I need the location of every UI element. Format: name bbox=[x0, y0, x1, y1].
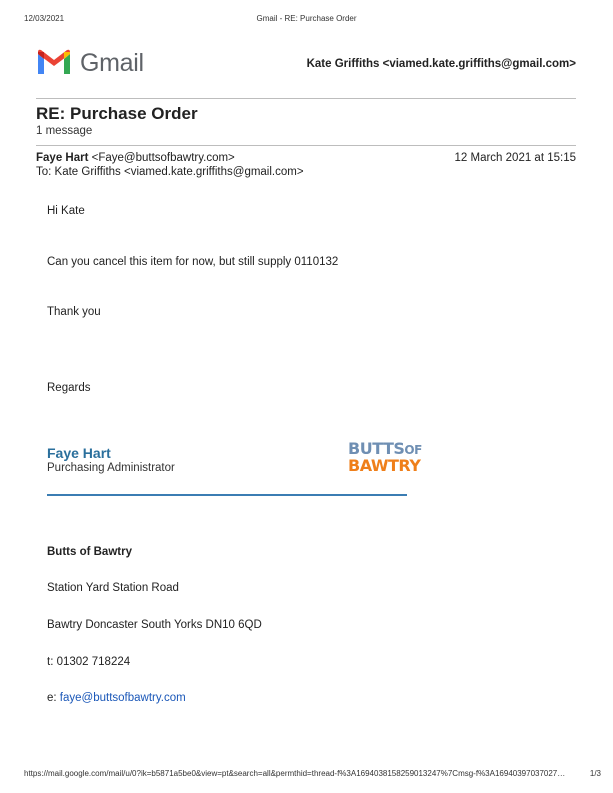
signature-email-line bbox=[47, 692, 186, 704]
message-to: To: Kate Griffiths <viamed.kate.griffiths@gmail.com> bbox=[36, 166, 304, 178]
message-count: 1 message bbox=[36, 125, 93, 137]
signature-address1: Station Yard Station Road bbox=[47, 582, 179, 594]
butts-of-bawtry-logo bbox=[348, 441, 422, 474]
message-from bbox=[36, 152, 235, 164]
body-greeting: Hi Kate bbox=[47, 205, 85, 217]
signature-name: Faye Hart bbox=[47, 445, 111, 461]
print-title: Gmail - RE: Purchase Order bbox=[256, 14, 357, 23]
subject-divider bbox=[36, 145, 576, 146]
print-date: 12/03/2021 bbox=[24, 14, 65, 23]
body-regards: Regards bbox=[47, 382, 91, 394]
logo-line1: BUTTS bbox=[348, 439, 405, 458]
gmail-wordmark: Gmail bbox=[80, 49, 144, 77]
body-thanks: Thank you bbox=[47, 306, 101, 318]
email-prefix: e: bbox=[47, 692, 60, 704]
account-label: Kate Griffiths <viamed.kate.griffiths@gmail.com> bbox=[306, 58, 576, 70]
logo-of: OF bbox=[404, 443, 422, 457]
signature-phone: t: 01302 718224 bbox=[47, 656, 131, 668]
sender-email: <Faye@buttsofbawtry.com> bbox=[91, 152, 235, 164]
signature-divider bbox=[47, 494, 407, 496]
print-page-number: 1/3 bbox=[589, 769, 601, 778]
gmail-logo-icon bbox=[36, 48, 72, 76]
print-footer-url: https://mail.google.com/mail/u/0?ik=b5871a5be0&view=pt&search=all&permthid=thread-f%3A1694038158259013247%7Cmsg-f%3A1694039703702​7… bbox=[24, 769, 566, 778]
sender-name: Faye Hart bbox=[36, 152, 89, 164]
thread-subject: RE: Purchase Order bbox=[36, 104, 198, 123]
message-date: 12 March 2021 at 15:15 bbox=[454, 152, 576, 164]
logo-line2: BAWTRY bbox=[348, 456, 421, 475]
body-request: Can you cancel this item for now, but still supply 0110132 bbox=[47, 256, 339, 268]
header-divider bbox=[36, 98, 576, 99]
signature-company: Butts of Bawtry bbox=[47, 546, 132, 558]
signature-email-link[interactable]: faye@buttsofbawtry.com bbox=[59, 692, 186, 704]
signature-address2: Bawtry Doncaster South Yorks DN10 6QD bbox=[47, 619, 262, 631]
signature-role: Purchasing Administrator bbox=[47, 462, 175, 474]
